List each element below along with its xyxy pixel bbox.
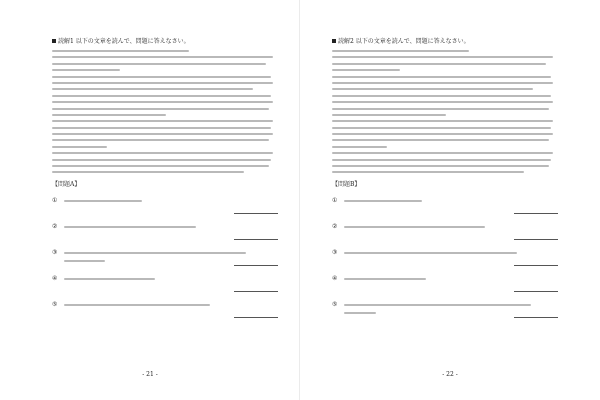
- question-item: [332, 197, 560, 223]
- question-number: ⑤: [332, 301, 338, 309]
- answer-line[interactable]: [514, 291, 558, 292]
- questions-heading: 【問題A】: [52, 181, 81, 189]
- passage-paragraph: [52, 95, 280, 116]
- passage-paragraph: [52, 76, 280, 91]
- answer-line[interactable]: [234, 317, 278, 318]
- page-number: - 22 -: [442, 371, 458, 378]
- answer-line[interactable]: [514, 213, 558, 214]
- question-item: [52, 249, 280, 275]
- question-item: [332, 249, 560, 275]
- passage-paragraph: [52, 120, 280, 148]
- answer-line[interactable]: [234, 265, 278, 266]
- answer-line[interactable]: [234, 239, 278, 240]
- square-bullet-icon: [52, 39, 56, 43]
- answer-line[interactable]: [514, 317, 558, 318]
- question-number: ①: [332, 197, 338, 205]
- passage-paragraph: [332, 56, 560, 71]
- reading-heading: 読解2 以下の文章を読んで、問題に答えなさい。: [332, 38, 560, 46]
- questions-heading: 【問題B】: [332, 181, 361, 189]
- question-number: ④: [52, 275, 58, 283]
- passage-paragraph: [52, 152, 280, 173]
- question-item: [332, 223, 560, 249]
- passage-paragraph: [52, 56, 280, 71]
- right-page: [300, 0, 600, 400]
- answer-line[interactable]: [234, 213, 278, 214]
- page-number: - 21 -: [142, 371, 158, 378]
- question-number: ③: [332, 249, 338, 257]
- passage-paragraph: [332, 95, 560, 116]
- question-number: ①: [52, 197, 58, 205]
- passage-paragraph: [332, 120, 560, 148]
- answer-line[interactable]: [514, 239, 558, 240]
- question-number: ②: [52, 223, 58, 231]
- question-number: ②: [332, 223, 338, 231]
- passage-paragraph: [332, 50, 560, 52]
- answer-line[interactable]: [234, 291, 278, 292]
- passage-paragraph: [332, 152, 560, 173]
- square-bullet-icon: [332, 39, 336, 43]
- question-item: [332, 301, 560, 327]
- question-number: ③: [52, 249, 58, 257]
- question-item: [52, 197, 280, 223]
- question-item: [52, 301, 280, 327]
- question-item: [52, 275, 280, 301]
- question-item: [332, 275, 560, 301]
- reading-heading: 読解1 以下の文章を読んで、問題に答えなさい。: [52, 38, 280, 46]
- question-item: [52, 223, 280, 249]
- passage-paragraph: [52, 50, 280, 52]
- passage-paragraph: [332, 76, 560, 91]
- question-number: ⑤: [52, 301, 58, 309]
- answer-line[interactable]: [514, 265, 558, 266]
- question-number: ④: [332, 275, 338, 283]
